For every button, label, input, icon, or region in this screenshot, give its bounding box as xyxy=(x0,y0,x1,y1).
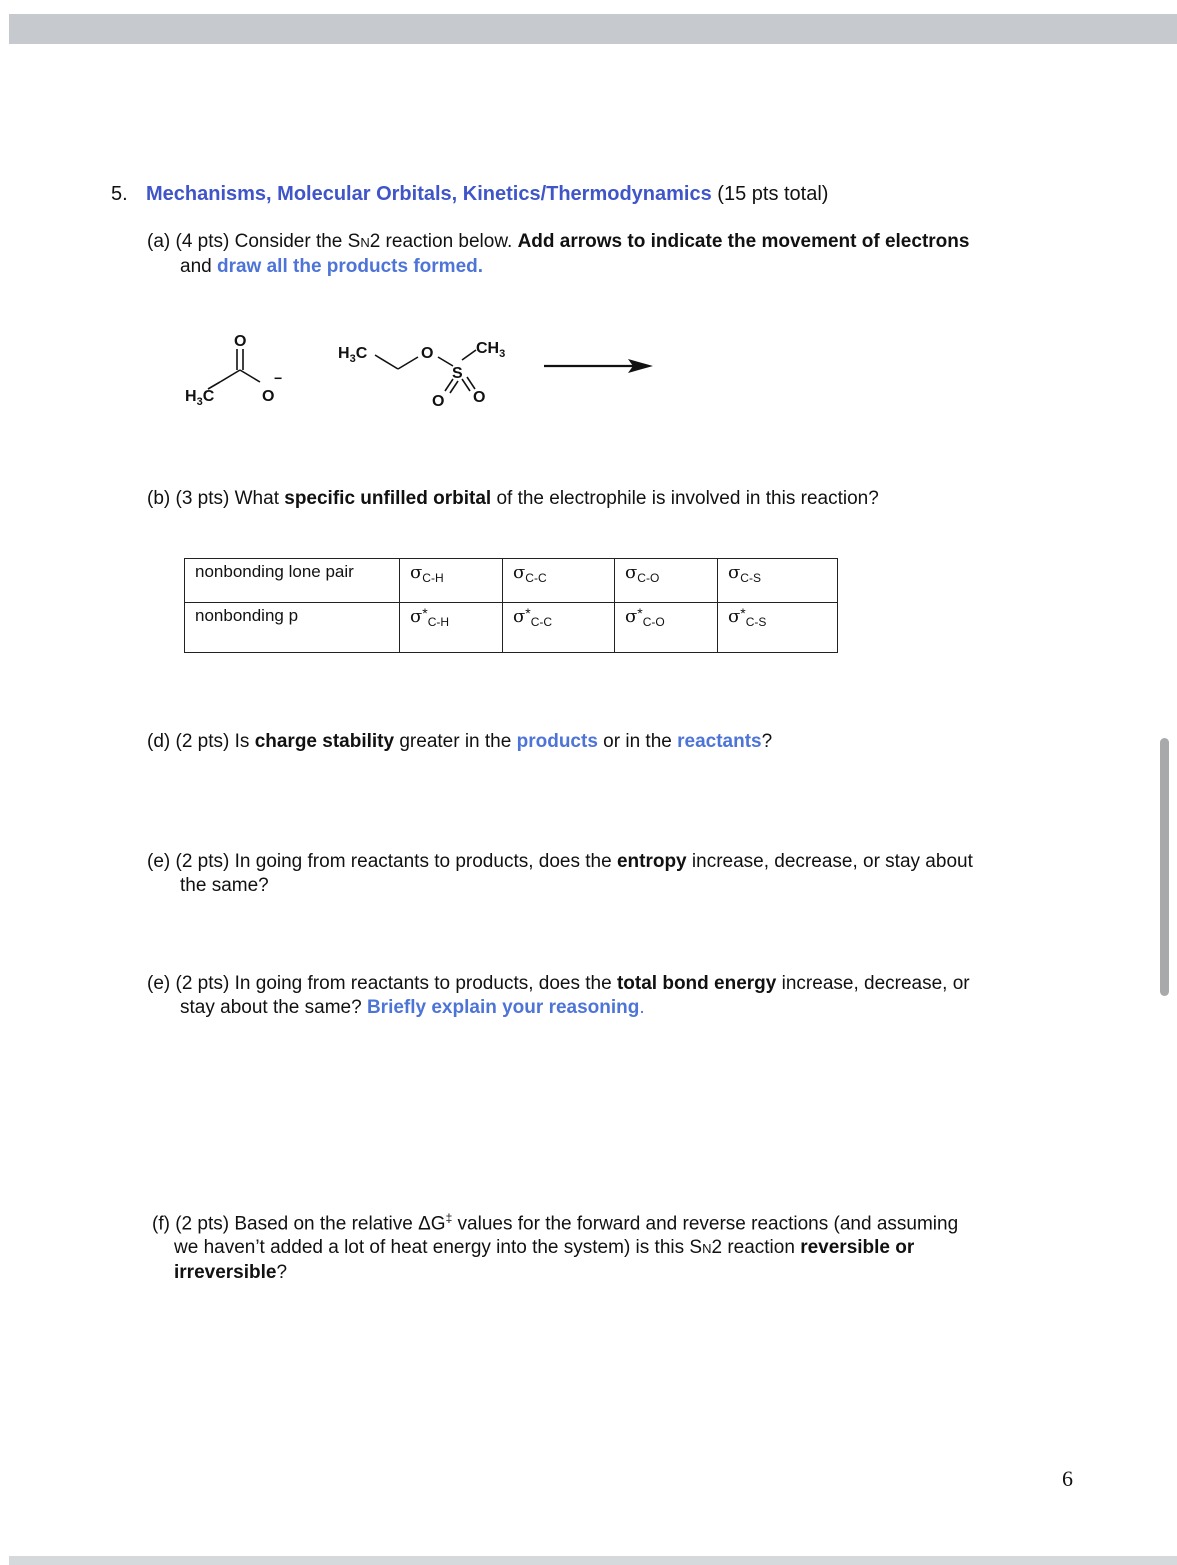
option-nonbonding-lone-pair[interactable]: nonbonding lone pair xyxy=(185,559,400,603)
part-f-text: (f) (2 pts) Based on the relative ΔG‡ values for the forward and reverse reactions (and assuming we haven’t added a lot of heat energy into the system) is this SN2 reaction reversible or irreversible? xyxy=(152,1211,959,1284)
top-toolbar-bar xyxy=(9,14,1177,44)
bond-ch2-o xyxy=(398,357,418,369)
bond-s-ch3 xyxy=(462,350,476,360)
part-e-bond-energy-text: (e) (2 pts) In going from reactants to products, does the total bond energy increase, decrease, or stay about the same? Briefly explain your reasoning. xyxy=(147,973,970,1018)
table-row xyxy=(185,603,838,653)
page-number: 6 xyxy=(1062,1466,1073,1491)
option-sigma-star-c-h[interactable]: $\sigma^*_{C-H}$ xyxy=(400,603,503,653)
part-e-entropy-text: (e) (2 pts) In going from reactants to products, does the entropy increase, decrease, or stay about the same? xyxy=(147,851,973,896)
part-b-text: (b) (3 pts) What specific unfilled orbital of the electrophile is involved in this reaction? xyxy=(147,488,879,509)
option-sigma-c-o[interactable]: $\sigma_{C-O}$ xyxy=(615,559,718,603)
vertical-scrollbar[interactable] xyxy=(1160,738,1169,996)
option-sigma-c-s[interactable]: $\sigma_{C-S}$ xyxy=(718,559,838,603)
mesylate-sulfur: S xyxy=(452,365,463,382)
negative-charge: − xyxy=(274,370,283,386)
bond-o-s xyxy=(438,357,453,366)
bond-c-c xyxy=(220,370,240,382)
question-title: Mechanisms, Molecular Orbitals, Kinetics/Thermodynamics xyxy=(146,183,712,205)
acetate-anion-oxygen: O xyxy=(262,388,275,405)
question-points: (15 pts total) xyxy=(717,183,829,205)
bottom-bar xyxy=(9,1556,1177,1565)
option-sigma-star-c-s[interactable]: $\sigma^*_{C-S}$ xyxy=(718,603,838,653)
option-sigma-c-c[interactable]: $\sigma_{C-C}$ xyxy=(503,559,615,603)
mesylate-oxo-oxygen-1: O xyxy=(432,393,445,410)
option-sigma-star-c-o[interactable]: $\sigma^*_{C-O}$ xyxy=(615,603,718,653)
table-row xyxy=(185,559,838,603)
acetate-methyl-label: $H_3C$ xyxy=(185,388,215,408)
mesylate-oxo-oxygen-2: O xyxy=(473,389,486,406)
orbital-choices-table xyxy=(184,558,838,653)
question-number: 5. xyxy=(111,183,128,205)
option-nonbonding-p[interactable]: nonbonding p xyxy=(185,603,400,653)
acetate-nucleophile xyxy=(208,349,260,389)
option-sigma-c-h[interactable]: $\sigma_{C-H}$ xyxy=(400,559,503,603)
mesylate-ethyl-label: $H_3C$ xyxy=(338,345,368,365)
part-a-text: (a) (4 pts) Consider the SN2 reaction below. Add arrows to indicate the movement of electrons and draw all the products formed. xyxy=(147,231,970,277)
reaction-arrow xyxy=(544,359,653,373)
question-heading xyxy=(111,182,828,206)
part-d-text: (d) (2 pts) Is charge stability greater in the products or in the reactants? xyxy=(147,731,773,752)
option-sigma-star-c-c[interactable]: $\sigma^*_{C-C}$ xyxy=(503,603,615,653)
bond-c-o-single xyxy=(240,370,260,382)
acetate-carbonyl-oxygen: O xyxy=(234,333,247,350)
bond-ch3-ch2 xyxy=(375,355,398,369)
mesylate-methyl-label: $CH_3$ xyxy=(476,340,506,360)
sn2-reaction-scheme xyxy=(170,325,670,415)
mesylate-ester-oxygen: O xyxy=(421,345,434,362)
